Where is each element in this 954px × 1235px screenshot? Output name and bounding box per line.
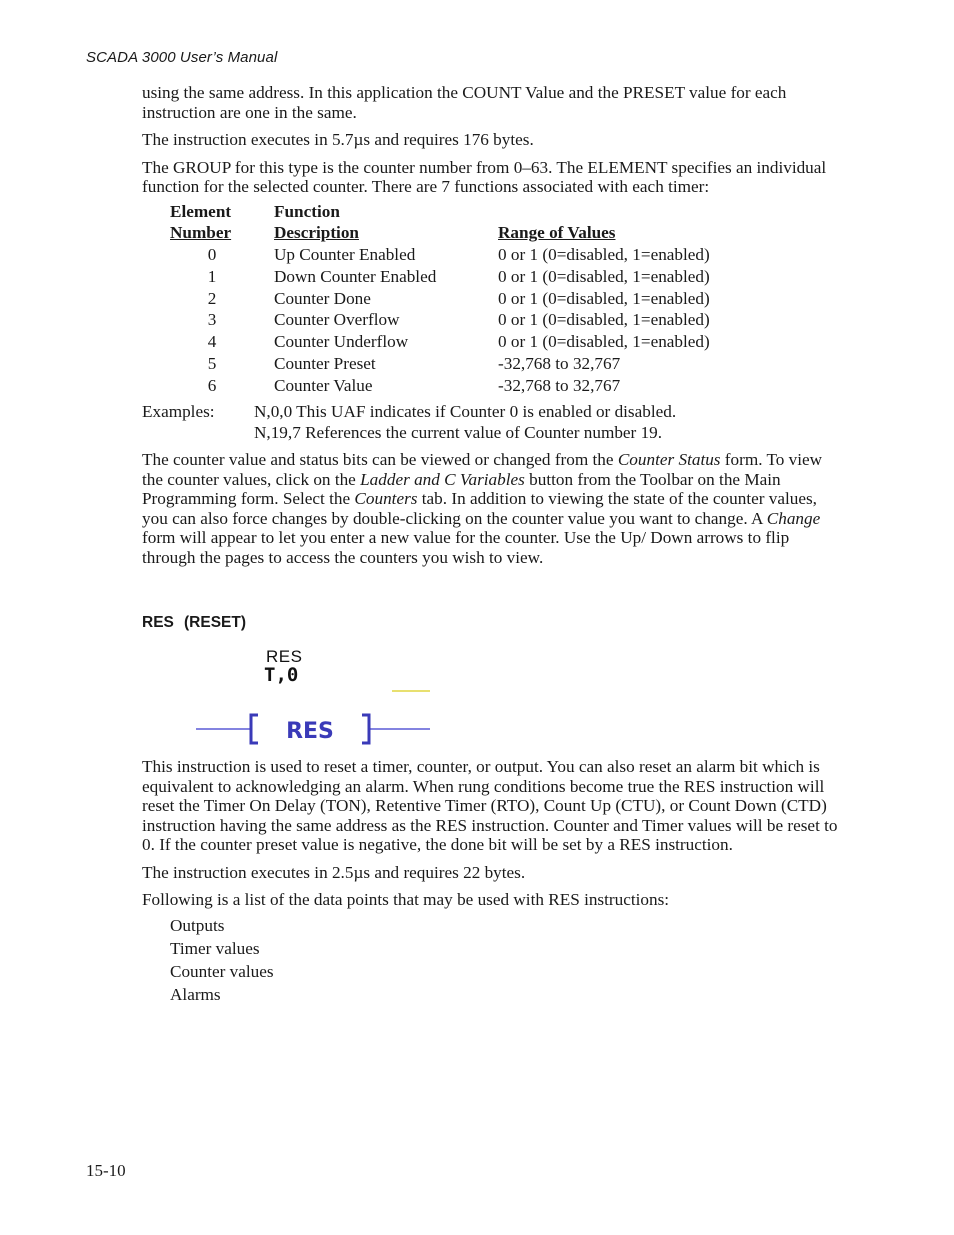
- table-row: [170, 244, 710, 266]
- counter-status-paragraph: The counter value and status bits can be viewed or changed from the Counter Status form. To view the counter values, click on the Ladder and C Variables button from the Toolbar on the Main Programming form. Select the Counters tab. In addition to viewing the state of the counter values, you can also force changes by double-clicking on the counter value you want to change. A Change form will appear to let you enter a new value for the counter. Use the Up/ Down arrows to flip through the pages to access the counters you wish to view.: [142, 450, 823, 567]
- row-description: Counter Underflow: [274, 332, 409, 352]
- page-number: 15-10: [86, 1161, 126, 1180]
- res-box-label: RES: [286, 719, 334, 745]
- ladder-address: T,0: [264, 664, 299, 687]
- example-2: N,19,7 References the current value of Counter number 19.: [254, 423, 663, 443]
- res-paragraph-2: The instruction executes in 2.5µs and requires 22 bytes.: [142, 862, 526, 882]
- col-header-function: Function: [274, 201, 340, 221]
- row-description: Down Counter Enabled: [274, 266, 437, 286]
- examples-label: Examples:: [142, 401, 215, 421]
- col-header-number: Number: [170, 223, 232, 243]
- examples-block: [142, 401, 842, 445]
- list-item: Counter values: [170, 961, 274, 981]
- element-function-table: [170, 201, 710, 397]
- row-range: 0 or 1 (0=disabled, 1=enabled): [498, 266, 710, 286]
- counter-status-term: Counter Status: [617, 450, 721, 470]
- row-number: 1: [207, 266, 217, 286]
- ladder-variables-term: Ladder and C Variables: [360, 469, 525, 489]
- row-number: 4: [207, 332, 217, 352]
- counters-tab-term: Counters: [354, 489, 418, 509]
- table-row: [170, 266, 710, 288]
- col-header-range: Range of Values: [498, 223, 616, 243]
- res-rung-graphic: [192, 643, 452, 753]
- row-range: -32,768 to 32,767: [498, 354, 621, 374]
- box-left-bracket: [251, 715, 258, 743]
- row-number: 0: [207, 245, 217, 265]
- res-paragraph-1: This instruction is used to reset a timer, counter, or output. You can also reset an alarm bit which is equivalent to acknowledging an alarm. When rung conditions become true the RES instruction will reset the Timer On Delay (TON), Retentive Timer (RTO), Count Up (CTU), or Count Down (CTD) instruction having the same address as the RES instruction. Counter and Timer values will be reset to 0. If the counter preset value is negative, the done bit will be set by a RES instruction.: [142, 757, 838, 855]
- section-heading-res: RES (RESET): [142, 614, 246, 632]
- row-description: Counter Done: [274, 288, 371, 308]
- list-item: Timer values: [170, 938, 260, 958]
- intro-paragraph-3: The GROUP for this type is the counter number from 0–63. The ELEMENT specifies an individual function for the selected counter. There are 7 functions associated with each timer:: [142, 157, 827, 196]
- intro-paragraph-2: The instruction executes in 5.7µs and requires 176 bytes.: [142, 130, 534, 149]
- res-paragraph-3: Following is a list of the data points that may be used with RES instructions:: [142, 890, 670, 910]
- box-right-bracket: [362, 715, 369, 743]
- list-item: Outputs: [170, 915, 225, 935]
- row-range: 0 or 1 (0=disabled, 1=enabled): [498, 332, 710, 352]
- row-range: -32,768 to 32,767: [498, 375, 621, 395]
- table-row: [170, 309, 710, 331]
- row-description: Counter Preset: [274, 354, 376, 374]
- row-number: 2: [207, 288, 217, 308]
- list-item: Alarms: [170, 984, 221, 1004]
- table-row: [170, 375, 710, 397]
- ladder-instruction-name: RES: [266, 647, 303, 667]
- row-range: 0 or 1 (0=disabled, 1=enabled): [498, 288, 710, 308]
- table-row: [170, 353, 710, 375]
- data-point-list: [170, 914, 842, 1006]
- example-1: N,0,0 This UAF indicates if Counter 0 is enabled or disabled.: [254, 401, 677, 421]
- row-description: Counter Overflow: [274, 310, 400, 330]
- page-body: [142, 83, 842, 1006]
- row-number: 3: [207, 310, 217, 330]
- intro-paragraph-1: using the same address. In this application the COUNT Value and the PRESET value for each instruction are one in the same.: [142, 83, 787, 122]
- row-range: 0 or 1 (0=disabled, 1=enabled): [498, 310, 710, 330]
- table-row: [170, 331, 710, 353]
- col-header-element: Element: [170, 201, 232, 221]
- table-row: [170, 288, 710, 310]
- row-description: Up Counter Enabled: [274, 245, 416, 265]
- change-form-term: Change: [766, 508, 821, 528]
- col-header-description: Description: [274, 223, 359, 243]
- row-number: 5: [207, 354, 217, 374]
- res-ladder-diagram: [192, 643, 452, 753]
- running-header: SCADA 3000 User’s Manual: [86, 49, 278, 66]
- row-number: 6: [207, 375, 217, 395]
- row-description: Counter Value: [274, 375, 373, 395]
- row-range: 0 or 1 (0=disabled, 1=enabled): [498, 245, 710, 265]
